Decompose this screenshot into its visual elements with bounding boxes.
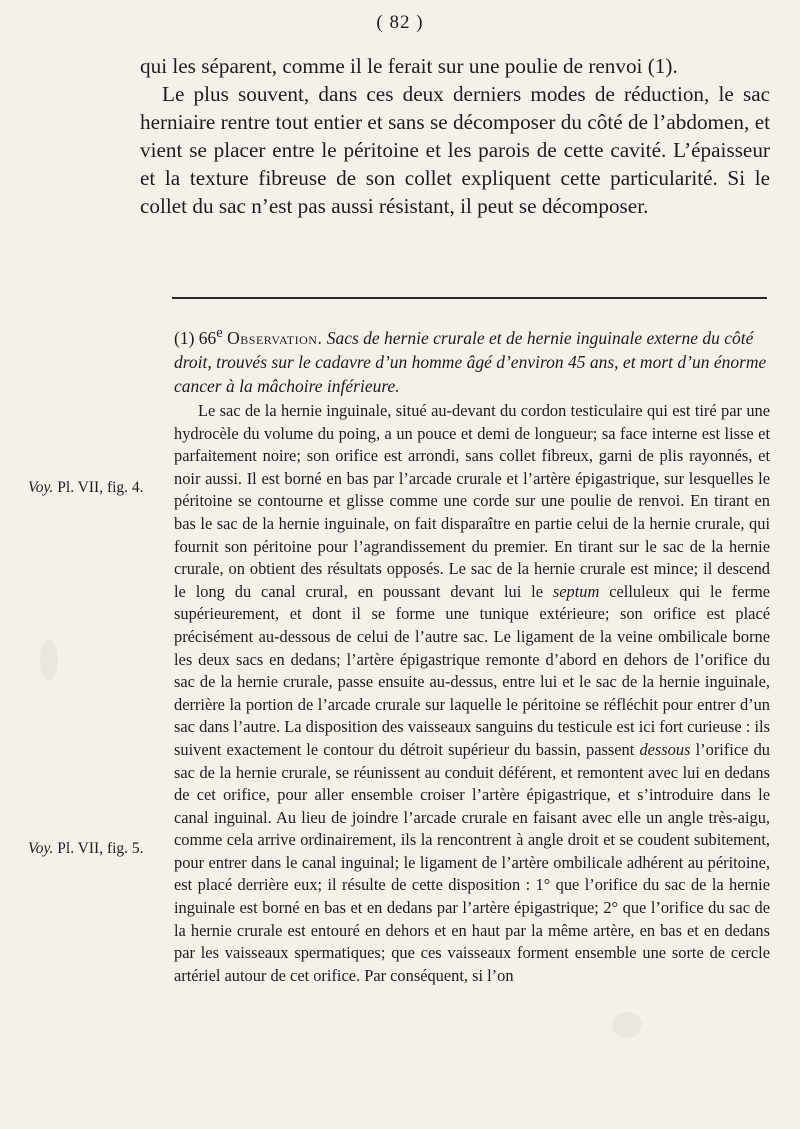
footnote-separator (172, 297, 767, 299)
margin-voy: Voy. (28, 840, 54, 857)
footnote-heading (174, 321, 770, 398)
observation-number: 66 (198, 327, 217, 348)
margin-voy: Voy. (28, 479, 54, 496)
footnote-text: l’orifice du sac de la hernie crurale, se réunissent au conduit déférent, et remontent avec lui en dedans de cet orifice, pour aller ensemble croiser l’artère épigastrique, et s’introduire dans le canal inguinal. Au lieu de joindre l’arcade crurale en faisant avec elle un angle très-aigu, comme cela arrive ordinairement, ils la rencontrent à angle droit et se coudent subitement, pour entrer dans le canal inguinal; le ligament de l’artère ombilicale adhérent au péritoine, est placé derrière eux; il résulte de cette disposition : 1° que l’orifice du sac de la hernie inguinale est borné en bas et en dedans par l’artère épigastrique; 2° que l’orifice du sac de la hernie crurale est entouré en dehors et en haut par la même artère, en bas et en dedans par les vaisseaux spermatiques; que ces vaisseaux forment ensemble une sorte de cercle artériel autour de cet orifice. Par conséquent, si l’on (174, 739, 770, 985)
margin-reference (28, 840, 178, 858)
paper-stain (612, 1012, 642, 1038)
paragraph: Le plus souvent, dans ces deux derniers modes de réduction, le sac herniaire rentre tout entier et sans se décomposer du côté de l’abdomen, et vient se placer entre le péritoine et les parois de cette cavité. L’épaisseur et la texture fibreuse de son collet expliquent cette particularité. Si le collet du sac n’est pas aussi résistant, il peut se décomposer. (140, 82, 770, 218)
main-text (140, 52, 770, 220)
margin-ref-text: Pl. VII, fig. 4. (57, 479, 144, 496)
paper-stain (40, 640, 58, 680)
dessous-term: dessous (639, 739, 691, 759)
footnote-text: Le sac de la hernie inguinale, situé au-devant du cordon testiculaire qui est tiré par une hydrocèle du volume du poing, a un pouce et demi de longueur; sa face interne est lisse et parfaitement noire; son orifice est arrondi, sans collet fibreux, garni de plis rayonnés, et noir aussi. Il est borné en bas par l’arcade crurale et l’artère épigastrique, sur lesquelles le péritoine se contourne et glisse comme une corde sur une poulie de renvoi. En tirant en bas le sac de la hernie inguinale, on fait disparaître en partie celui de la hernie crurale, qui fournit son péritoine pour l’agrandissement du premier. En tirant sur le sac de la hernie crurale, on obtient des résultats opposés. Le sac de la hernie crurale est mince; il descend le long du canal crural, en poussant devant lui le (174, 401, 770, 601)
footnote-text: celluleux qui le ferme supérieurement, et dont il se forme une tunique extérieure; son orifice est placé précisément au-dessous de celui de l’autre sac. Le ligament de la veine ombilicale borne les deux sacs en dedans; l’artère épigastrique remonte d’abord en dehors de l’orifice du sac de la hernie crurale, passe ensuite au-dessus, entre lui et le sac de la hernie inguinale, derrière la portion de l’arcade crurale sur laquelle le péritoine se réfléchit pour entrer d’un sac dans l’autre. La disposition des vaisseaux sanguins du testicule est ici fort curieuse : ils suivent exactement le contour du détroit supérieur du bassin, passent (174, 581, 770, 759)
footnote-marker: (1) (174, 327, 195, 348)
margin-ref-text: Pl. VII, fig. 5. (57, 840, 144, 857)
paragraph-continued: qui les séparent, comme il le ferait sur une poulie de renvoi (1). (140, 54, 678, 78)
observation-label: Observation. (227, 327, 323, 348)
observation-title: Sacs de hernie crurale et de hernie inguinale externe du côté droit, trouvés sur le cadavre d’un homme âgé d’environ 45 ans, et mort d’un énorme cancer à la mâchoire inférieure. (174, 327, 767, 396)
observation-number-sup: e (216, 325, 223, 341)
page-number: ( 82 ) (376, 12, 424, 33)
margin-reference (28, 479, 178, 497)
septum-term: septum (552, 581, 600, 601)
footnote-body (174, 400, 770, 987)
